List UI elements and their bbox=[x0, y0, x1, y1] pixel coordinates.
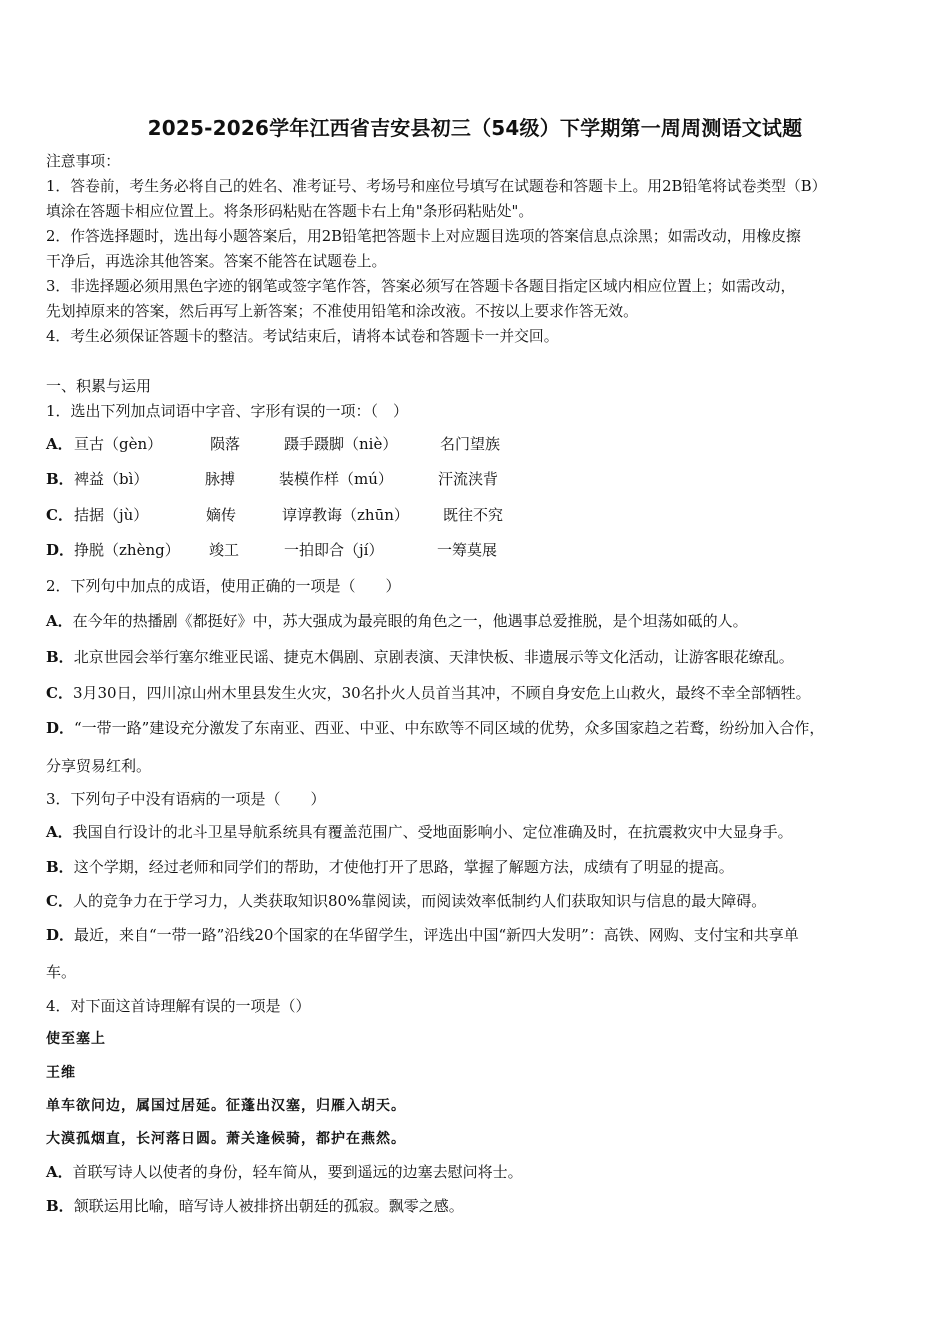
q2-option-d bbox=[46, 718, 824, 738]
option-text: 我国自行设计的北斗卫星导航系统具有覆盖范围广、受地面影响小、定位准确及时，在抗震救灾中大显身手。 bbox=[72, 823, 793, 841]
q2-option-a bbox=[46, 611, 748, 631]
option-label: D． bbox=[46, 926, 75, 944]
q1-option-c bbox=[46, 505, 646, 525]
q3-option-d bbox=[46, 925, 799, 945]
q2-option-d-continuation: 分享贸易红利。 bbox=[46, 757, 152, 775]
option-label: C． bbox=[46, 684, 73, 702]
q1-option-b bbox=[46, 469, 646, 489]
option-item: 嫡传 bbox=[206, 506, 237, 524]
question-3-stem: 3．下列句子中没有语病的一项是（ ） bbox=[46, 790, 326, 808]
option-label: A． bbox=[46, 612, 73, 630]
option-text: 颔联运用比喻，暗写诗人被排挤出朝廷的孤寂。飘零之感。 bbox=[73, 1197, 464, 1215]
option-text: 在今年的热播剧《都挺好》中，苏大强成为最亮眼的角色之一，他遇事总爱推脱，是个坦荡如砥的人。 bbox=[72, 612, 748, 630]
option-text: 最近，来自“一带一路”沿线20个国家的在华留学生，评选出中国“新四大发明”：高铁、网购、支付宝和共享单 bbox=[74, 926, 799, 944]
notes-line: 填涂在答题卡相应位置上。将条形码粘贴在答题卡右上角"条形码粘贴处"。 bbox=[46, 203, 534, 220]
q4-option-b bbox=[46, 1196, 464, 1216]
question-1-stem: 1．选出下列加点词语中字音、字形有误的一项：（ ） bbox=[46, 402, 409, 420]
option-label: B． bbox=[46, 1197, 74, 1215]
option-item: 裨益（bì） bbox=[74, 470, 149, 488]
option-item: 装模作样（mú） bbox=[279, 470, 393, 488]
option-label: D． bbox=[46, 541, 75, 559]
q3-option-b bbox=[46, 857, 734, 877]
option-label: B． bbox=[46, 470, 74, 488]
notes-line: 3．非选择题必须用黑色字迹的钢笔或签字笔作答，答案必须写在答题卡各题目指定区域内相应位置上；如需改动， bbox=[46, 278, 796, 295]
option-label: B． bbox=[46, 648, 74, 666]
poem-line: 单车欲问边，属国过居延。征蓬出汉塞，归雁入胡天。 bbox=[46, 1098, 406, 1114]
q3-option-a bbox=[46, 822, 793, 842]
option-item: 汗流浃背 bbox=[438, 470, 499, 488]
notes-heading: 注意事项： bbox=[46, 153, 120, 170]
option-text: 这个学期，经过老师和同学们的帮助，才使他打开了思路，掌握了解题方法，成绩有了明显的提高。 bbox=[73, 858, 734, 876]
option-item: 脉搏 bbox=[205, 470, 236, 488]
q1-option-a bbox=[46, 434, 646, 454]
option-label: C． bbox=[46, 892, 73, 910]
option-item: 既往不究 bbox=[443, 506, 504, 524]
option-text: 3月30日，四川凉山州木里县发生火灾，30名扑火人员首当其冲，不顾自身安危上山救火，最终不幸全部牺牲。 bbox=[72, 684, 811, 702]
option-item: 亘古（gèn） bbox=[74, 435, 163, 453]
option-label: C． bbox=[46, 506, 73, 524]
poem-line: 大漠孤烟直，长河落日圆。萧关逢候骑，都护在燕然。 bbox=[46, 1131, 406, 1147]
option-item: 蹑手蹑脚（niè） bbox=[284, 435, 398, 453]
option-text: 首联写诗人以使者的身份，轻车简从，要到遥远的边塞去慰问将士。 bbox=[72, 1163, 523, 1181]
option-text: 北京世园会举行塞尔维亚民谣、捷克木偶剧、京剧表演、天津快板、非遗展示等文化活动，让游客眼花缭乱。 bbox=[73, 648, 794, 666]
poem-title: 使至塞上 bbox=[46, 1031, 106, 1047]
notes-line: 2．作答选择题时，选出每小题答案后，用2B铅笔把答题卡上对应题目选项的答案信息点涂黑；如需改动，用橡皮擦 bbox=[46, 228, 801, 245]
option-label: A． bbox=[46, 435, 73, 453]
option-label: D． bbox=[46, 719, 75, 737]
option-item: 一筹莫展 bbox=[437, 541, 498, 559]
q1-option-d bbox=[46, 540, 646, 560]
option-text: 人的竞争力在于学习力，人类获取知识80%靠阅读，而阅读效率低制约人们获取知识与信息的最大障碍。 bbox=[72, 892, 767, 910]
option-item: 竣工 bbox=[209, 541, 240, 559]
option-item: 谆谆教诲（zhūn） bbox=[282, 506, 409, 524]
q4-option-a bbox=[46, 1162, 523, 1182]
option-item: 一拍即合（jí） bbox=[284, 541, 384, 559]
option-text: “一带一路”建设充分激发了东南亚、西亚、中亚、中东欧等不同区域的优势，众多国家趋之若鹜，纷纷加入合作， bbox=[74, 719, 825, 737]
q2-option-b bbox=[46, 647, 794, 667]
poem-author: 王维 bbox=[46, 1065, 76, 1081]
question-2-stem: 2．下列句中加点的成语，使用正确的一项是（ ） bbox=[46, 577, 401, 595]
q3-option-d-continuation: 车。 bbox=[46, 963, 77, 981]
q2-option-c bbox=[46, 683, 811, 703]
section-heading: 一、积累与运用 bbox=[46, 377, 152, 395]
option-label: B． bbox=[46, 858, 74, 876]
q3-option-c bbox=[46, 891, 766, 911]
option-label: A． bbox=[46, 823, 73, 841]
option-item: 拮据（jù） bbox=[74, 506, 149, 524]
notes-line: 干净后，再选涂其他答案。答案不能答在试题卷上。 bbox=[46, 253, 387, 270]
option-label: A． bbox=[46, 1163, 73, 1181]
option-item: 名门望族 bbox=[440, 435, 501, 453]
notes-line: 1．答卷前，考生务必将自己的姓名、准考证号、考场号和座位号填写在试题卷和答题卡上。用2B铅笔将试卷类型（B） bbox=[46, 178, 827, 195]
page-title: 2025-2026学年江西省吉安县初三（54级）下学期第一周周测语文试题 bbox=[147, 116, 803, 140]
notes-line: 4．考生必须保证答题卡的整洁。考试结束后，请将本试卷和答题卡一并交回。 bbox=[46, 328, 559, 345]
option-item: 陨落 bbox=[210, 435, 241, 453]
question-4-stem: 4．对下面这首诗理解有误的一项是（） bbox=[46, 997, 311, 1015]
option-item: 挣脱（zhèng） bbox=[74, 541, 180, 559]
notes-line: 先划掉原来的答案，然后再写上新答案；不准使用铅笔和涂改液。不按以上要求作答无效。 bbox=[46, 303, 638, 320]
